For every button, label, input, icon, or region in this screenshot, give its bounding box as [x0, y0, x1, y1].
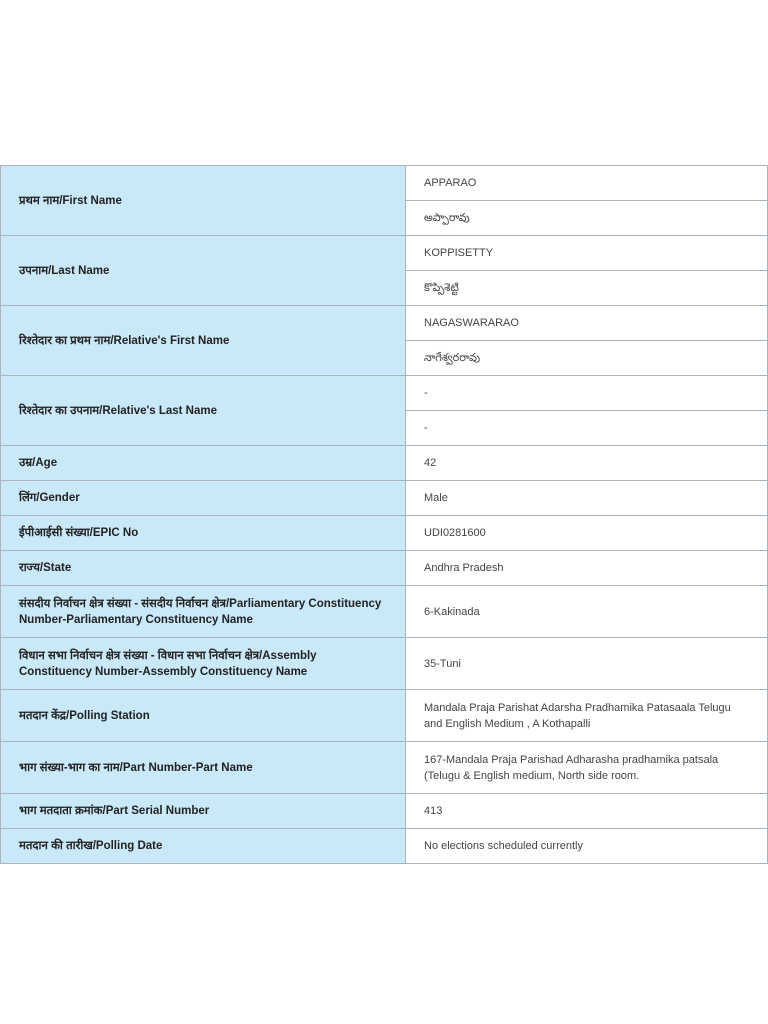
polling-date-value: No elections scheduled currently: [406, 829, 768, 864]
row-parliamentary-constituency: [1, 586, 768, 638]
part-number-label: भाग संख्या-भाग का नाम/Part Number-Part Name: [1, 742, 406, 794]
polling-station-value: Mandala Praja Parishat Adarsha Pradhamika Patasaala Telugu and English Medium , A Kothapalli: [406, 690, 768, 742]
first-name-value-telugu: అప్పారావు: [406, 201, 768, 236]
first-name-value-english: APPARAO: [406, 166, 768, 201]
epic-no-value: UDI0281600: [406, 516, 768, 551]
row-age: [1, 446, 768, 481]
polling-date-label: मतदान की तारीख/Polling Date: [1, 829, 406, 864]
parliamentary-constituency-label: संसदीय निर्वाचन क्षेत्र संख्या - संसदीय निर्वाचन क्षेत्र/Parliamentary Constituency Number-Parliamentary Constituency Name: [1, 586, 406, 638]
relative-first-name-value-english: NAGASWARARAO: [406, 306, 768, 341]
row-state: [1, 551, 768, 586]
parliamentary-constituency-value: 6-Kakinada: [406, 586, 768, 638]
row-gender: [1, 481, 768, 516]
state-label: राज्य/State: [1, 551, 406, 586]
row-polling-date: [1, 829, 768, 864]
polling-station-label: मतदान केंद्र/Polling Station: [1, 690, 406, 742]
assembly-constituency-value: 35-Tuni: [406, 638, 768, 690]
last-name-value-telugu: కొప్పిశెట్టి: [406, 271, 768, 306]
row-assembly-constituency: [1, 638, 768, 690]
first-name-label: प्रथम नाम/First Name: [1, 166, 406, 236]
last-name-value-english: KOPPISETTY: [406, 236, 768, 271]
assembly-constituency-label: विधान सभा निर्वाचन क्षेत्र संख्या - विधान सभा निर्वाचन क्षेत्र/Assembly Constituency Number-Assembly Constituency Name: [1, 638, 406, 690]
row-polling-station: [1, 690, 768, 742]
row-part-serial-number: [1, 794, 768, 829]
part-number-value: 167-Mandala Praja Parishad Adharasha pradhamika patsala (Telugu & English medium, North side room.: [406, 742, 768, 794]
row-first-name: [1, 166, 768, 201]
state-value: Andhra Pradesh: [406, 551, 768, 586]
relative-first-name-value-telugu: నాగేశ్వరరావు: [406, 341, 768, 376]
age-label: उम्र/Age: [1, 446, 406, 481]
age-value: 42: [406, 446, 768, 481]
part-serial-number-value: 413: [406, 794, 768, 829]
voter-details-table: [0, 165, 768, 864]
gender-value: Male: [406, 481, 768, 516]
gender-label: लिंग/Gender: [1, 481, 406, 516]
row-relative-first-name: [1, 306, 768, 341]
row-epic-no: [1, 516, 768, 551]
relative-last-name-value-english: -: [406, 376, 768, 411]
row-last-name: [1, 236, 768, 271]
last-name-label: उपनाम/Last Name: [1, 236, 406, 306]
row-relative-last-name: [1, 376, 768, 411]
relative-last-name-label: रिश्तेदार का उपनाम/Relative's Last Name: [1, 376, 406, 446]
part-serial-number-label: भाग मतदाता क्रमांक/Part Serial Number: [1, 794, 406, 829]
relative-last-name-value-telugu: -: [406, 411, 768, 446]
row-part-number: [1, 742, 768, 794]
epic-no-label: ईपीआईसी संख्या/EPIC No: [1, 516, 406, 551]
relative-first-name-label: रिश्तेदार का प्रथम नाम/Relative's First Name: [1, 306, 406, 376]
